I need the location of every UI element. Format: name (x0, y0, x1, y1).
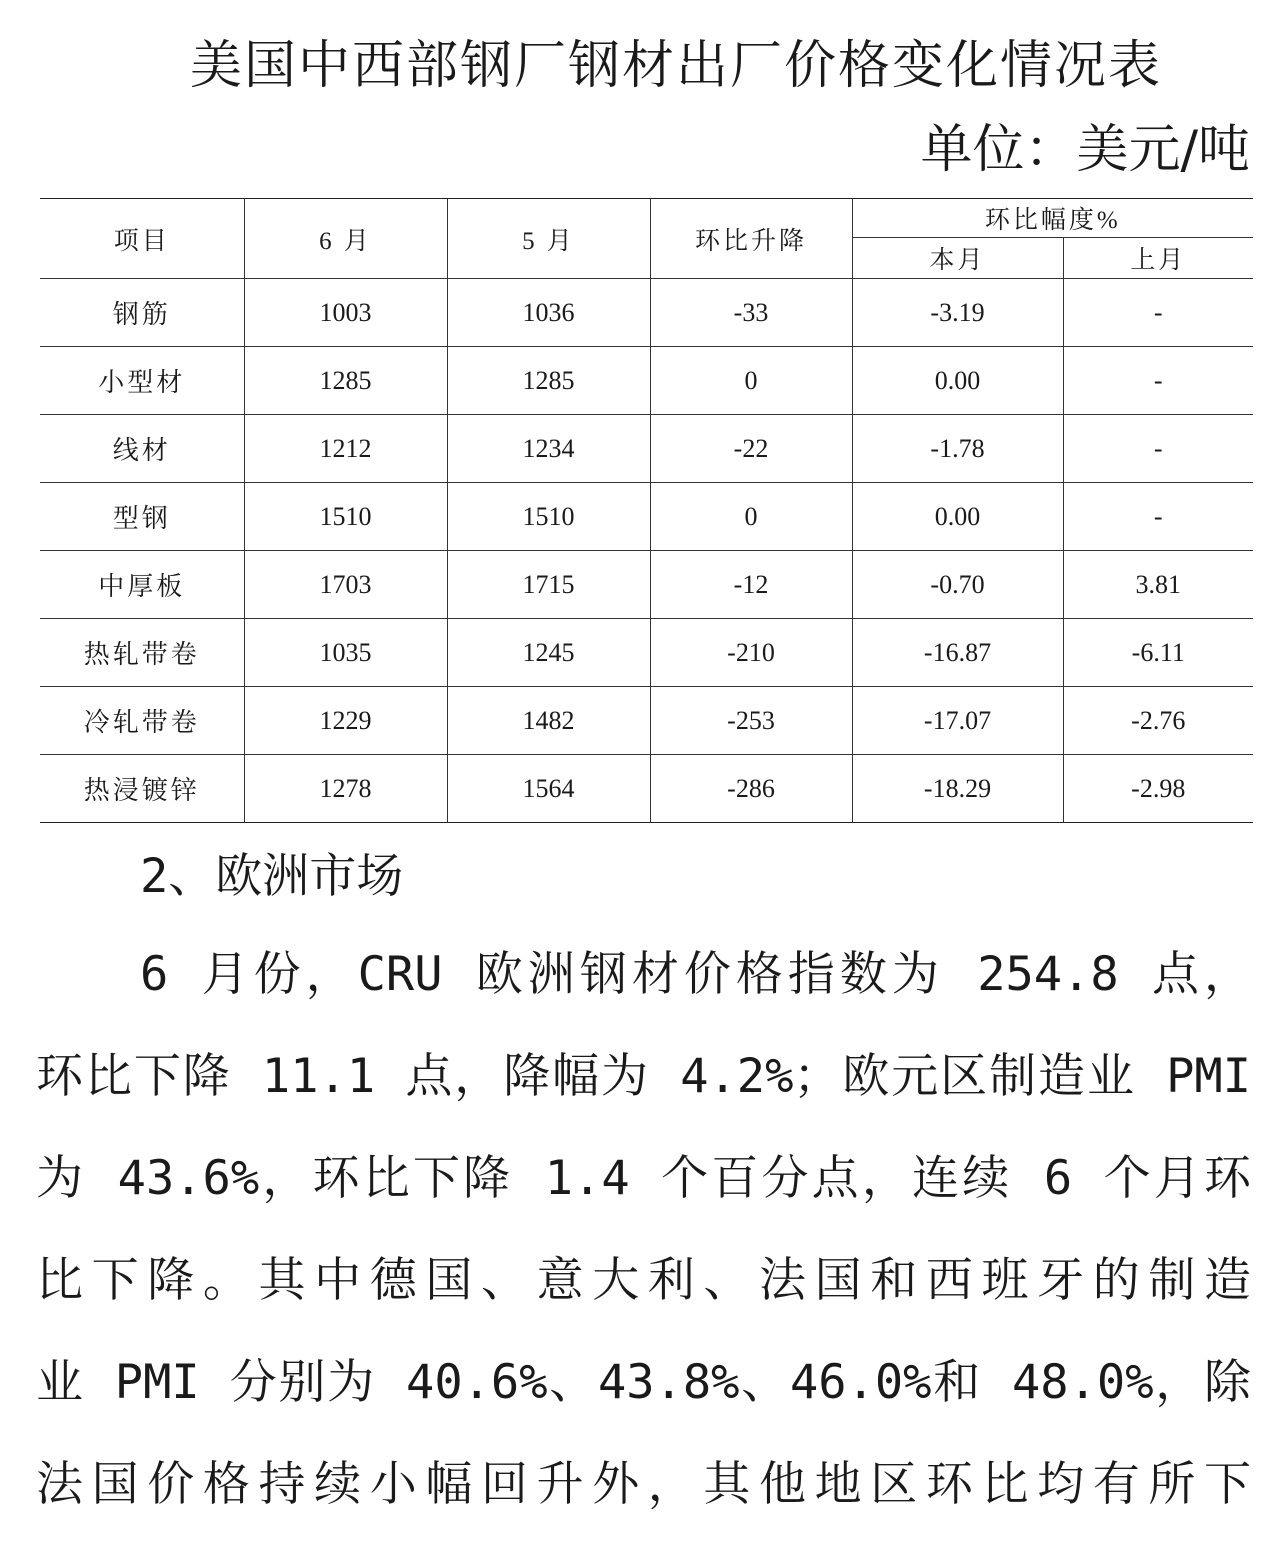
cell-mom-change: -286 (650, 755, 852, 823)
table-row (40, 415, 1253, 483)
cell-last-month-pct: - (1063, 347, 1253, 415)
paragraph-line: 法国价格持续小幅回升外，其他地区环比均有所下 (36, 1457, 1251, 1512)
cell-may-price: 1245 (447, 619, 650, 687)
unit-label: 单位：美元/吨 (920, 120, 1250, 180)
cell-may-price: 1510 (447, 483, 650, 551)
table-row (40, 551, 1253, 619)
header-mom-change: 环比升降 (650, 199, 852, 279)
cell-last-month-pct: -2.98 (1063, 755, 1253, 823)
cell-this-month-pct: -3.19 (852, 279, 1063, 347)
cell-item-name: 线材 (40, 415, 244, 483)
cell-june-price: 1285 (244, 347, 447, 415)
cell-this-month-pct: -17.07 (852, 687, 1063, 755)
cell-june-price: 1278 (244, 755, 447, 823)
cell-item-name: 型钢 (40, 483, 244, 551)
cell-item-name: 钢筋 (40, 279, 244, 347)
cell-mom-change: -210 (650, 619, 852, 687)
cell-this-month-pct: -18.29 (852, 755, 1063, 823)
header-june: 6 月 (244, 199, 447, 279)
cell-june-price: 1003 (244, 279, 447, 347)
paragraph-line: 6 月份，CRU 欧洲钢材价格指数为 254.8 点， (140, 947, 1251, 1002)
cell-may-price: 1564 (447, 755, 650, 823)
cell-this-month-pct: 0.00 (852, 483, 1063, 551)
cell-item-name: 冷轧带卷 (40, 687, 244, 755)
table-row (40, 687, 1253, 755)
cell-june-price: 1035 (244, 619, 447, 687)
cell-last-month-pct: 3.81 (1063, 551, 1253, 619)
cell-last-month-pct: - (1063, 415, 1253, 483)
cell-mom-change: -33 (650, 279, 852, 347)
cell-last-month-pct: -2.76 (1063, 687, 1253, 755)
cell-june-price: 1212 (244, 415, 447, 483)
cell-june-price: 1229 (244, 687, 447, 755)
table-row (40, 483, 1253, 551)
table-body (40, 279, 1253, 823)
cell-item-name: 热轧带卷 (40, 619, 244, 687)
table-header-row (40, 199, 1253, 238)
cell-may-price: 1036 (447, 279, 650, 347)
header-this-month: 本月 (852, 238, 1063, 279)
paragraph-line: 业 PMI 分别为 40.6%、43.8%、46.0%和 48.0%，除 (36, 1355, 1251, 1410)
header-mom-pct: 环比幅度% (852, 199, 1253, 238)
paragraph-line: 比下降。其中德国、意大利、法国和西班牙的制造 (36, 1253, 1251, 1308)
paragraph-line: 环比下降 11.1 点，降幅为 4.2%；欧元区制造业 PMI (36, 1049, 1251, 1104)
cell-last-month-pct: - (1063, 483, 1253, 551)
table-row (40, 347, 1253, 415)
cell-june-price: 1510 (244, 483, 447, 551)
cell-item-name: 小型材 (40, 347, 244, 415)
cell-mom-change: 0 (650, 483, 852, 551)
paragraph-line: 为 43.6%，环比下降 1.4 个百分点，连续 6 个月环 (36, 1151, 1251, 1206)
cell-this-month-pct: -1.78 (852, 415, 1063, 483)
header-item: 项目 (40, 199, 244, 279)
header-last-month: 上月 (1063, 238, 1253, 279)
cell-item-name: 热浸镀锌 (40, 755, 244, 823)
cell-this-month-pct: 0.00 (852, 347, 1063, 415)
cell-may-price: 1715 (447, 551, 650, 619)
cell-may-price: 1234 (447, 415, 650, 483)
steel-price-table (40, 198, 1253, 823)
cell-may-price: 1482 (447, 687, 650, 755)
table-title: 美国中西部钢厂钢材出厂价格变化情况表 (190, 36, 1163, 96)
cell-mom-change: -22 (650, 415, 852, 483)
body-paragraph (36, 940, 1251, 1552)
cell-mom-change: -12 (650, 551, 852, 619)
table-row (40, 755, 1253, 823)
cell-june-price: 1703 (244, 551, 447, 619)
cell-may-price: 1285 (447, 347, 650, 415)
cell-this-month-pct: -0.70 (852, 551, 1063, 619)
table-row (40, 619, 1253, 687)
section-heading: 2、欧洲市场 (140, 849, 404, 904)
header-may: 5 月 (447, 199, 650, 279)
cell-mom-change: -253 (650, 687, 852, 755)
cell-item-name: 中厚板 (40, 551, 244, 619)
cell-last-month-pct: -6.11 (1063, 619, 1253, 687)
cell-mom-change: 0 (650, 347, 852, 415)
cell-last-month-pct: - (1063, 279, 1253, 347)
table-row (40, 279, 1253, 347)
cell-this-month-pct: -16.87 (852, 619, 1063, 687)
